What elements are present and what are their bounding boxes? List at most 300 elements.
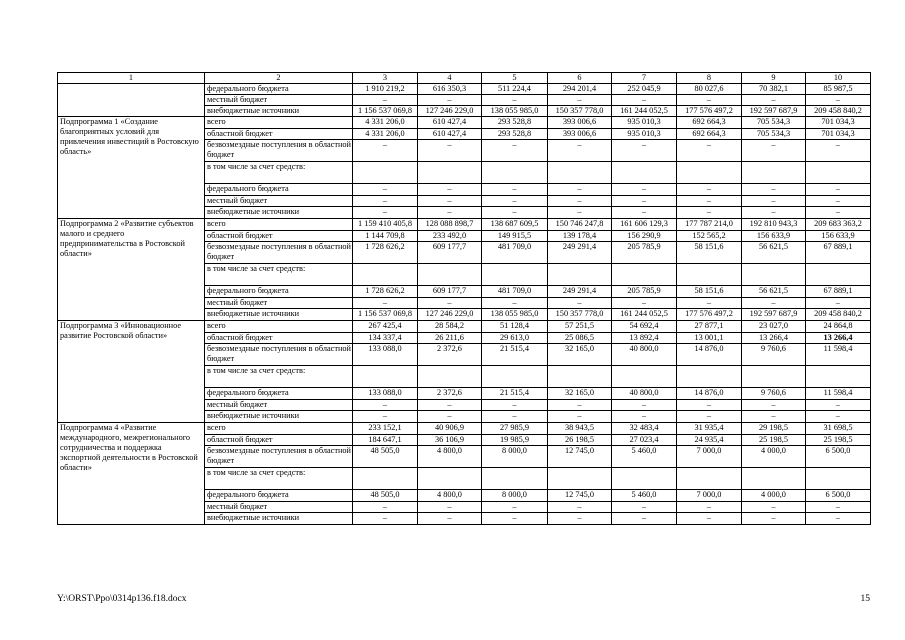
value-cell xyxy=(742,366,806,388)
value-cell: 481 709,0 xyxy=(482,242,548,264)
subprogram-name xyxy=(58,84,205,117)
value-cell: – xyxy=(548,513,612,525)
value-cell: 6 500,0 xyxy=(806,446,871,468)
funding-source-label: в том числе за счет средств: xyxy=(205,468,353,490)
value-cell: 32 483,4 xyxy=(612,423,677,435)
value-cell xyxy=(548,264,612,286)
value-cell: 25 086,5 xyxy=(548,333,612,344)
value-cell: 156 633,9 xyxy=(742,231,806,242)
header-cell: 3 xyxy=(353,73,418,84)
value-cell: 249 291,4 xyxy=(548,286,612,298)
funding-source-label: федерального бюджета xyxy=(205,184,353,196)
value-cell: 393 006,6 xyxy=(548,117,612,129)
value-cell: – xyxy=(612,502,677,513)
header-cell: 2 xyxy=(205,73,353,84)
value-cell: 616 350,3 xyxy=(418,84,482,95)
value-cell: 1 159 410 405,8 xyxy=(353,219,418,231)
value-cell: – xyxy=(806,196,871,207)
value-cell: 21 515,4 xyxy=(482,344,548,366)
value-cell xyxy=(353,264,418,286)
value-cell: – xyxy=(482,140,548,162)
funding-source-label: местный бюджет xyxy=(205,502,353,513)
value-cell: 14 876,0 xyxy=(677,388,742,400)
value-cell: – xyxy=(612,140,677,162)
funding-source-label: областной бюджет xyxy=(205,129,353,140)
value-cell: 32 165,0 xyxy=(548,388,612,400)
value-cell: – xyxy=(806,411,871,423)
value-cell: 209 683 363,2 xyxy=(806,219,871,231)
value-cell: 24 864,8 xyxy=(806,321,871,333)
value-cell: 192 597 687,9 xyxy=(742,106,806,117)
value-cell: 294 201,4 xyxy=(548,84,612,95)
funding-source-label: местный бюджет xyxy=(205,298,353,309)
value-cell: – xyxy=(353,298,418,309)
value-cell: 38 943,5 xyxy=(548,423,612,435)
value-cell: 11 598,4 xyxy=(806,388,871,400)
value-cell: 58 151,6 xyxy=(677,242,742,264)
value-cell: 4 800,0 xyxy=(418,490,482,502)
funding-source-label: внебюджетные источники xyxy=(205,411,353,423)
value-cell: 138 055 985,0 xyxy=(482,106,548,117)
value-cell: 29 198,5 xyxy=(742,423,806,435)
value-cell xyxy=(742,264,806,286)
value-cell: 28 584,2 xyxy=(418,321,482,333)
funding-source-label: всего xyxy=(205,117,353,129)
value-cell: 48 505,0 xyxy=(353,490,418,502)
table-row xyxy=(58,219,871,231)
value-cell: – xyxy=(742,207,806,219)
value-cell: 25 198,5 xyxy=(806,435,871,446)
value-cell: – xyxy=(548,400,612,411)
subprogram-name: Подпрограмма 1 «Создание благоприятных условий для привлечения инвестиций в Ростовскую область» xyxy=(58,117,205,219)
value-cell: 161 606 129,3 xyxy=(612,219,677,231)
value-cell: 139 178,4 xyxy=(548,231,612,242)
funding-source-label: местный бюджет xyxy=(205,95,353,106)
value-cell: 133 088,0 xyxy=(353,388,418,400)
value-cell xyxy=(612,366,677,388)
value-cell: 128 088 898,7 xyxy=(418,219,482,231)
value-cell: 4 000,0 xyxy=(742,446,806,468)
value-cell: – xyxy=(548,502,612,513)
value-cell: – xyxy=(353,140,418,162)
value-cell: 32 165,0 xyxy=(548,344,612,366)
value-cell xyxy=(806,162,871,184)
funding-source-label: безвозмездные поступления в областной бюджет xyxy=(205,446,353,468)
funding-source-label: в том числе за счет средств: xyxy=(205,162,353,184)
value-cell: 511 224,4 xyxy=(482,84,548,95)
value-cell: 23 027,0 xyxy=(742,321,806,333)
value-cell: 156 633,9 xyxy=(806,231,871,242)
value-cell: 8 000,0 xyxy=(482,446,548,468)
value-cell: 692 664,3 xyxy=(677,129,742,140)
funding-source-label: всего xyxy=(205,321,353,333)
value-cell: 177 576 497,2 xyxy=(677,309,742,321)
value-cell: 57 251,5 xyxy=(548,321,612,333)
value-cell: 12 745,0 xyxy=(548,490,612,502)
funding-source-label: местный бюджет xyxy=(205,196,353,207)
value-cell: – xyxy=(612,95,677,106)
value-cell: 58 151,6 xyxy=(677,286,742,298)
value-cell: – xyxy=(677,411,742,423)
funding-source-label: федерального бюджета xyxy=(205,388,353,400)
table-row xyxy=(58,117,871,129)
header-cell: 5 xyxy=(482,73,548,84)
value-cell: – xyxy=(482,411,548,423)
value-cell: 149 915,5 xyxy=(482,231,548,242)
subprogram-name: Подпрограмма 4 «Развитие международного, межрегионального сотрудничества и поддержка экспортной деятельности в Ростовской области» xyxy=(58,423,205,525)
funding-source-label: безвозмездные поступления в областной бюджет xyxy=(205,140,353,162)
value-cell: – xyxy=(677,95,742,106)
value-cell: 4 331 206,0 xyxy=(353,129,418,140)
value-cell: 5 460,0 xyxy=(612,490,677,502)
budget-table xyxy=(57,72,871,525)
value-cell xyxy=(742,162,806,184)
value-cell: – xyxy=(742,140,806,162)
value-cell: 48 505,0 xyxy=(353,446,418,468)
value-cell: 184 647,1 xyxy=(353,435,418,446)
value-cell: 13 892,4 xyxy=(612,333,677,344)
value-cell: – xyxy=(353,502,418,513)
value-cell: 29 613,0 xyxy=(482,333,548,344)
value-cell: – xyxy=(742,196,806,207)
value-cell: 1 156 537 069,8 xyxy=(353,309,418,321)
value-cell: – xyxy=(548,95,612,106)
value-cell: 14 876,0 xyxy=(677,344,742,366)
value-cell: 1 728 626,2 xyxy=(353,286,418,298)
value-cell: – xyxy=(418,513,482,525)
value-cell: 5 460,0 xyxy=(612,446,677,468)
value-cell: 161 244 052,5 xyxy=(612,309,677,321)
value-cell: – xyxy=(806,298,871,309)
value-cell: – xyxy=(482,184,548,196)
value-cell: 13 001,1 xyxy=(677,333,742,344)
value-cell: 40 906,9 xyxy=(418,423,482,435)
value-cell: 40 800,0 xyxy=(612,344,677,366)
value-cell xyxy=(353,468,418,490)
value-cell: 13 266,4 xyxy=(742,333,806,344)
value-cell: – xyxy=(548,184,612,196)
value-cell: 233 492,0 xyxy=(418,231,482,242)
value-cell: – xyxy=(806,502,871,513)
value-cell: 80 027,6 xyxy=(677,84,742,95)
value-cell: 138 055 985,0 xyxy=(482,309,548,321)
value-cell: – xyxy=(482,400,548,411)
value-cell: 150 746 247,8 xyxy=(548,219,612,231)
value-cell: – xyxy=(548,196,612,207)
value-cell xyxy=(482,264,548,286)
value-cell: 9 760,6 xyxy=(742,344,806,366)
value-cell: 85 987,5 xyxy=(806,84,871,95)
value-cell: – xyxy=(548,140,612,162)
value-cell: – xyxy=(353,184,418,196)
value-cell: 51 128,4 xyxy=(482,321,548,333)
value-cell: – xyxy=(806,207,871,219)
value-cell: 4 000,0 xyxy=(742,490,806,502)
value-cell: 134 337,4 xyxy=(353,333,418,344)
value-cell: 209 458 840,2 xyxy=(806,106,871,117)
value-cell: 161 244 052,5 xyxy=(612,106,677,117)
header-cell: 6 xyxy=(548,73,612,84)
header-cell: 8 xyxy=(677,73,742,84)
value-cell: – xyxy=(612,184,677,196)
value-cell xyxy=(418,468,482,490)
subprogram-name: Подпрограмма 2 «Развитие субъектов малого и среднего предпринимательства в Ростовской области» xyxy=(58,219,205,321)
header-cell: 4 xyxy=(418,73,482,84)
value-cell: – xyxy=(353,95,418,106)
value-cell: 935 010,3 xyxy=(612,129,677,140)
value-cell: – xyxy=(806,184,871,196)
value-cell: – xyxy=(677,298,742,309)
value-cell: 138 687 609,5 xyxy=(482,219,548,231)
value-cell: 7 000,0 xyxy=(677,446,742,468)
value-cell: 25 198,5 xyxy=(742,435,806,446)
value-cell: 481 709,0 xyxy=(482,286,548,298)
value-cell: 1 144 709,8 xyxy=(353,231,418,242)
value-cell: 26 198,5 xyxy=(548,435,612,446)
value-cell: 701 034,3 xyxy=(806,117,871,129)
value-cell: 27 023,4 xyxy=(612,435,677,446)
header-cell: 1 xyxy=(58,73,205,84)
value-cell: 177 576 497,2 xyxy=(677,106,742,117)
funding-source-label: в том числе за счет средств: xyxy=(205,366,353,388)
funding-source-label: внебюджетные источники xyxy=(205,309,353,321)
value-cell: 54 692,4 xyxy=(612,321,677,333)
value-cell: 156 290,9 xyxy=(612,231,677,242)
value-cell: 19 985,9 xyxy=(482,435,548,446)
value-cell: 935 010,3 xyxy=(612,117,677,129)
value-cell: 36 106,9 xyxy=(418,435,482,446)
value-cell: 150 357 778,0 xyxy=(548,309,612,321)
value-cell: – xyxy=(742,513,806,525)
value-cell: 1 728 626,2 xyxy=(353,242,418,264)
value-cell: – xyxy=(742,502,806,513)
funding-source-label: федерального бюджета xyxy=(205,84,353,95)
value-cell xyxy=(353,366,418,388)
value-cell: – xyxy=(806,513,871,525)
value-cell xyxy=(677,468,742,490)
value-cell: 177 787 214,0 xyxy=(677,219,742,231)
value-cell xyxy=(677,264,742,286)
value-cell: 9 760,6 xyxy=(742,388,806,400)
value-cell: – xyxy=(548,411,612,423)
value-cell: 127 246 229,0 xyxy=(418,309,482,321)
value-cell: 7 000,0 xyxy=(677,490,742,502)
value-cell: – xyxy=(612,196,677,207)
value-cell: 31 698,5 xyxy=(806,423,871,435)
value-cell: – xyxy=(418,140,482,162)
value-cell: 705 534,3 xyxy=(742,117,806,129)
value-cell: 692 664,3 xyxy=(677,117,742,129)
header-row xyxy=(58,73,871,84)
value-cell: 609 177,7 xyxy=(418,286,482,298)
value-cell: 1 910 219,2 xyxy=(353,84,418,95)
value-cell: – xyxy=(806,140,871,162)
value-cell xyxy=(612,162,677,184)
value-cell: – xyxy=(418,207,482,219)
funding-source-label: областной бюджет xyxy=(205,231,353,242)
value-cell: – xyxy=(482,513,548,525)
value-cell: – xyxy=(548,298,612,309)
value-cell: 610 427,4 xyxy=(418,129,482,140)
value-cell: – xyxy=(742,298,806,309)
value-cell: 2 372,6 xyxy=(418,344,482,366)
value-cell: 209 458 840,2 xyxy=(806,309,871,321)
funding-source-label: безвозмездные поступления в областной бюджет xyxy=(205,242,353,264)
value-cell: – xyxy=(482,207,548,219)
value-cell: 205 785,9 xyxy=(612,286,677,298)
value-cell: 21 515,4 xyxy=(482,388,548,400)
value-cell: 12 745,0 xyxy=(548,446,612,468)
value-cell: – xyxy=(353,400,418,411)
value-cell: – xyxy=(482,95,548,106)
budget-table-body xyxy=(58,73,871,525)
funding-source-label: местный бюджет xyxy=(205,400,353,411)
value-cell xyxy=(806,264,871,286)
header-cell: 7 xyxy=(612,73,677,84)
value-cell: 192 597 687,9 xyxy=(742,309,806,321)
value-cell: 56 621,5 xyxy=(742,242,806,264)
subprogram-name: Подпрограмма 3 «Инновационное развитие Ростовской области» xyxy=(58,321,205,423)
value-cell: 293 528,8 xyxy=(482,117,548,129)
value-cell xyxy=(353,162,418,184)
value-cell xyxy=(548,162,612,184)
value-cell: – xyxy=(418,502,482,513)
value-cell: 24 935,4 xyxy=(677,435,742,446)
value-cell xyxy=(742,468,806,490)
value-cell: – xyxy=(482,502,548,513)
value-cell: 393 006,6 xyxy=(548,129,612,140)
value-cell: – xyxy=(418,184,482,196)
value-cell: 192 810 943,3 xyxy=(742,219,806,231)
value-cell: 609 177,7 xyxy=(418,242,482,264)
value-cell xyxy=(806,366,871,388)
value-cell: 701 034,3 xyxy=(806,129,871,140)
value-cell: – xyxy=(806,95,871,106)
value-cell: – xyxy=(677,196,742,207)
value-cell: 56 621,5 xyxy=(742,286,806,298)
footer-file-path: Y:\ORST\Ppo\0314p136.f18.docx xyxy=(57,594,187,604)
value-cell xyxy=(482,162,548,184)
value-cell: 27 877,1 xyxy=(677,321,742,333)
value-cell: 233 152,1 xyxy=(353,423,418,435)
value-cell: – xyxy=(482,298,548,309)
value-cell: 13 266,4 xyxy=(806,333,871,344)
value-cell: – xyxy=(612,400,677,411)
value-cell: – xyxy=(677,502,742,513)
value-cell: 11 598,4 xyxy=(806,344,871,366)
value-cell xyxy=(548,468,612,490)
header-cell: 9 xyxy=(742,73,806,84)
value-cell: 4 800,0 xyxy=(418,446,482,468)
value-cell: – xyxy=(612,298,677,309)
value-cell: – xyxy=(742,400,806,411)
value-cell: – xyxy=(742,184,806,196)
value-cell: – xyxy=(612,513,677,525)
value-cell: 152 565,2 xyxy=(677,231,742,242)
value-cell xyxy=(612,264,677,286)
value-cell: 40 800,0 xyxy=(612,388,677,400)
value-cell: 67 889,1 xyxy=(806,242,871,264)
value-cell xyxy=(677,162,742,184)
page-number: 15 xyxy=(860,594,870,604)
value-cell: – xyxy=(353,196,418,207)
funding-source-label: областной бюджет xyxy=(205,435,353,446)
value-cell: 150 357 778,0 xyxy=(548,106,612,117)
value-cell: – xyxy=(742,411,806,423)
value-cell: 205 785,9 xyxy=(612,242,677,264)
funding-source-label: внебюджетные источники xyxy=(205,106,353,117)
value-cell xyxy=(612,468,677,490)
value-cell: – xyxy=(806,400,871,411)
value-cell xyxy=(418,162,482,184)
value-cell xyxy=(548,366,612,388)
value-cell: – xyxy=(353,513,418,525)
value-cell: 70 382,1 xyxy=(742,84,806,95)
value-cell: – xyxy=(548,207,612,219)
value-cell: – xyxy=(612,411,677,423)
value-cell: – xyxy=(677,184,742,196)
value-cell: 127 246 229,0 xyxy=(418,106,482,117)
funding-source-label: федерального бюджета xyxy=(205,490,353,502)
header-cell: 10 xyxy=(806,73,871,84)
table-row xyxy=(58,321,871,333)
funding-source-label: внебюджетные источники xyxy=(205,207,353,219)
funding-source-label: в том числе за счет средств: xyxy=(205,264,353,286)
value-cell: – xyxy=(482,196,548,207)
value-cell xyxy=(806,468,871,490)
value-cell: 293 528,8 xyxy=(482,129,548,140)
funding-source-label: всего xyxy=(205,219,353,231)
value-cell: – xyxy=(677,513,742,525)
value-cell: – xyxy=(418,95,482,106)
value-cell: – xyxy=(353,411,418,423)
table-row xyxy=(58,423,871,435)
funding-source-label: всего xyxy=(205,423,353,435)
funding-source-label: областной бюджет xyxy=(205,333,353,344)
funding-source-label: внебюджетные источники xyxy=(205,513,353,525)
value-cell: 249 291,4 xyxy=(548,242,612,264)
value-cell: 610 427,4 xyxy=(418,117,482,129)
value-cell: – xyxy=(418,400,482,411)
value-cell: – xyxy=(677,207,742,219)
value-cell: – xyxy=(353,207,418,219)
value-cell: – xyxy=(418,411,482,423)
value-cell: 6 500,0 xyxy=(806,490,871,502)
value-cell xyxy=(677,366,742,388)
value-cell xyxy=(482,468,548,490)
value-cell xyxy=(482,366,548,388)
value-cell: 27 985,9 xyxy=(482,423,548,435)
value-cell: 67 889,1 xyxy=(806,286,871,298)
value-cell: 133 088,0 xyxy=(353,344,418,366)
value-cell: 8 000,0 xyxy=(482,490,548,502)
value-cell: – xyxy=(418,196,482,207)
funding-source-label: федерального бюджета xyxy=(205,286,353,298)
value-cell: – xyxy=(742,95,806,106)
value-cell: – xyxy=(612,207,677,219)
table-row xyxy=(58,84,871,95)
value-cell: 2 372,6 xyxy=(418,388,482,400)
value-cell: 705 534,3 xyxy=(742,129,806,140)
value-cell: – xyxy=(418,298,482,309)
funding-source-label: безвозмездные поступления в областной бюджет xyxy=(205,344,353,366)
value-cell: – xyxy=(677,140,742,162)
value-cell xyxy=(418,366,482,388)
value-cell: 26 211,6 xyxy=(418,333,482,344)
value-cell: 267 425,4 xyxy=(353,321,418,333)
value-cell: 1 156 537 069,8 xyxy=(353,106,418,117)
value-cell xyxy=(418,264,482,286)
